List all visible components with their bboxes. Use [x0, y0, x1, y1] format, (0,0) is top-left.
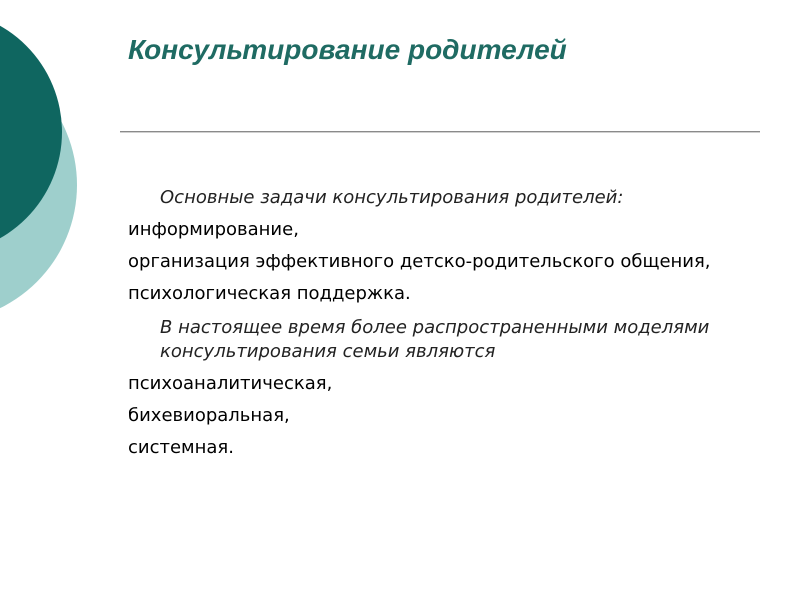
decorative-circles: [0, 0, 130, 320]
section-tasks-heading: Основные задачи консультирования родителей:: [160, 187, 624, 208]
slide-title: Консультирование родителей: [128, 34, 567, 65]
task-item-support: психологическая поддержка.: [128, 283, 411, 304]
model-item-systemic: системная.: [128, 437, 234, 458]
model-item-psychoanalytic: психоаналитическая,: [128, 373, 333, 394]
section-models-heading: В настоящее время более распространенными моделями консультирования семьи являются: [160, 317, 710, 362]
task-item-informing: информирование,: [128, 219, 299, 240]
title-divider: [120, 131, 760, 133]
slide-body: [128, 186, 768, 468]
task-item-communication: организация эффективного детско-родительского общения,: [128, 251, 711, 272]
model-item-behavioral: бихевиоральная,: [128, 405, 290, 426]
